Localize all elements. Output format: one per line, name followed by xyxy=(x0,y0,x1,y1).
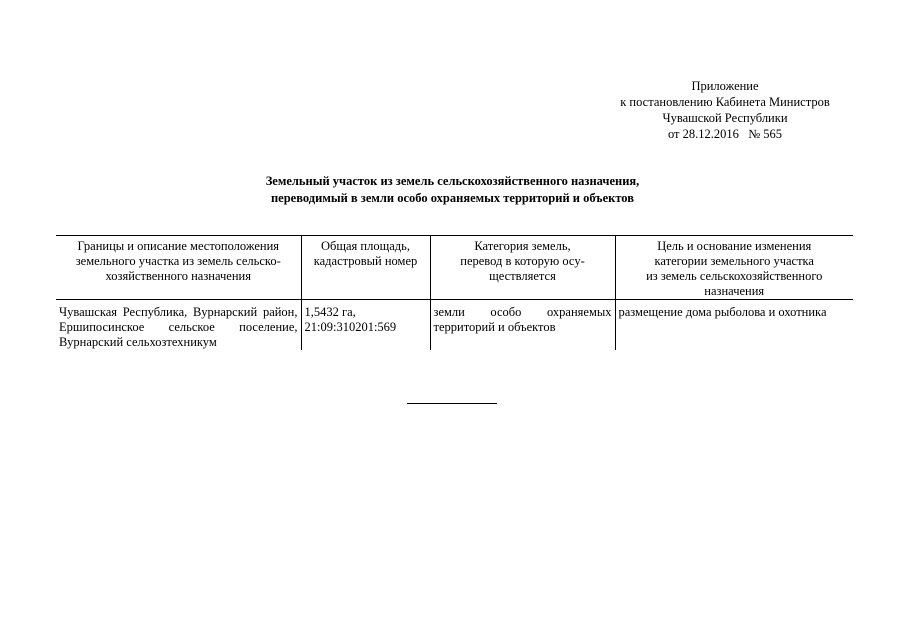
header-category-line-1: Категория земель, xyxy=(474,239,571,253)
header-purpose-line-4: назначения xyxy=(704,284,765,298)
appendix-republic: Чувашской Республики xyxy=(662,111,788,125)
cell-category: земли особо охраняемых территорий и объектов xyxy=(430,300,615,351)
appendix-resolution-ref: к постановлению Кабинета Министров xyxy=(620,95,830,109)
cell-purpose: размещение дома рыболова и охотника xyxy=(615,300,853,351)
header-location-line-1: Границы и описание местоположения xyxy=(77,239,280,253)
document-title xyxy=(150,173,755,207)
land-plot-table xyxy=(56,235,853,350)
appendix-block xyxy=(560,78,890,142)
appendix-date-number: от 28.12.2016 № 565 xyxy=(667,127,783,141)
appendix-label: Приложение xyxy=(691,79,759,93)
header-purpose xyxy=(615,236,853,300)
header-purpose-line-3: из земель сельскохозяйственного xyxy=(646,269,823,283)
cell-area-value: 1,5432 га, xyxy=(304,305,356,319)
table-row xyxy=(56,300,853,351)
cell-cadastral-number: 21:09:310201:569 xyxy=(304,320,397,334)
title-line-1: Земельный участок из земель сельскохозяйственного назначения, xyxy=(265,174,640,188)
header-location xyxy=(56,236,301,300)
header-location-line-2: земельного участка из земель сельско- xyxy=(75,254,281,268)
cell-location: Чувашская Республика, Вурнарский район, Ершипосинское сельское поселение, Вурнарский сельхозтехникум xyxy=(59,305,298,349)
header-category-line-2: перевод в которую осу- xyxy=(460,254,585,268)
header-purpose-line-1: Цель и основание изменения xyxy=(657,239,812,253)
cell-area xyxy=(301,300,430,351)
title-line-2: переводимый в земли особо охраняемых территорий и объектов xyxy=(270,191,634,205)
header-category-line-3: ществляется xyxy=(489,269,556,283)
header-category xyxy=(430,236,615,300)
header-location-line-3: хозяйственного назначения xyxy=(105,269,251,283)
header-area-line-1: Общая площадь, xyxy=(321,239,410,253)
end-separator-line xyxy=(407,403,497,404)
header-purpose-line-2: категории земельного участка xyxy=(654,254,814,268)
header-area-line-2: кадастровый номер xyxy=(313,254,418,268)
header-area xyxy=(301,236,430,300)
table-header-row xyxy=(56,236,853,300)
